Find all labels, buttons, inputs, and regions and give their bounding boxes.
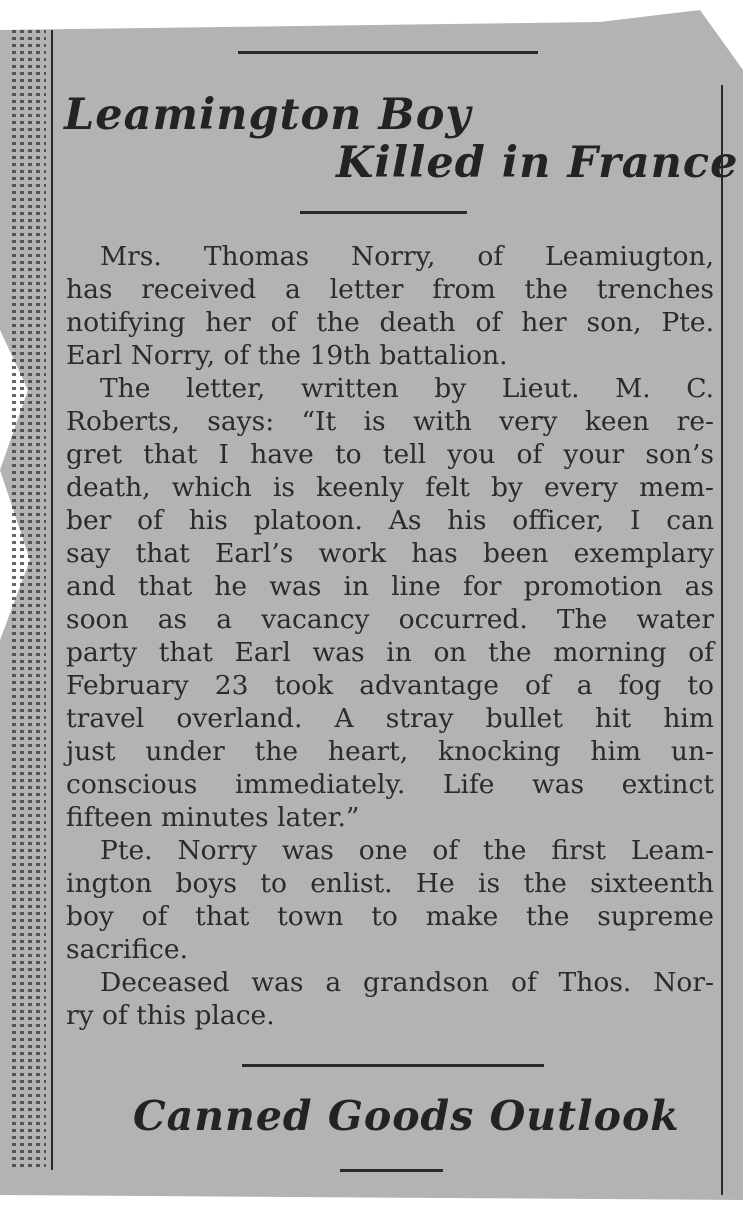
article-line: ber of his platoon. As his officer, I can [66,505,714,536]
article-line: February 23 took advantage of a fog to [66,670,714,701]
ornamental-border [12,30,46,1170]
top-rule [238,51,538,54]
article-line: notifying her of the death of her son, Pte. [66,307,714,338]
article-line: ington boys to enlist. He is the sixteenth [66,868,714,899]
article-line: sacrifice. [66,934,189,965]
article-line: Deceased was a grandson of Thos. Nor- [100,967,714,998]
article-line: ry of this place. [66,1000,275,1031]
article-line: soon as a vacancy occurred. The water [66,604,714,635]
headline-line-2: Killed in France [336,138,739,188]
article-line: say that Earl’s work has been exemplary [66,538,714,569]
article-line: has received a letter from the trenches [66,274,714,305]
article-line: fifteen minutes later.” [66,802,360,833]
article-line: Roberts, says: “It is with very keen re- [66,406,714,437]
article-line: conscious immediately. Life was extinct [66,769,714,800]
article-line: just under the heart, knocking him un- [66,736,714,767]
left-column-rule [51,30,53,1170]
article-line: Pte. Norry was one of the first Leam- [100,835,714,866]
article-line: death, which is keenly felt by every mem- [66,472,714,503]
article-line: gret that I have to tell you of your son’s [66,439,714,470]
article-line: boy of that town to make the supreme [66,901,714,932]
headline-line-1: Leamington Boy [64,90,472,140]
section-rule [242,1064,544,1067]
article-line: Mrs. Thomas Norry, of Leamiugton, [100,241,714,272]
bottom-rule [340,1169,443,1172]
article-line: travel overland. A stray bullet hit him [66,703,714,734]
article-line: Earl Norry, of the 19th battalion. [66,340,508,371]
right-column-rule [721,85,723,1195]
article-line: The letter, written by Lieut. M. C. [100,373,714,404]
article-line: and that he was in line for promotion as [66,571,714,602]
article-line: party that Earl was in on the morning of [66,637,714,668]
next-headline: Canned Goods Outlook [133,1092,680,1140]
article-body [66,240,714,1032]
headline-rule [300,211,467,214]
